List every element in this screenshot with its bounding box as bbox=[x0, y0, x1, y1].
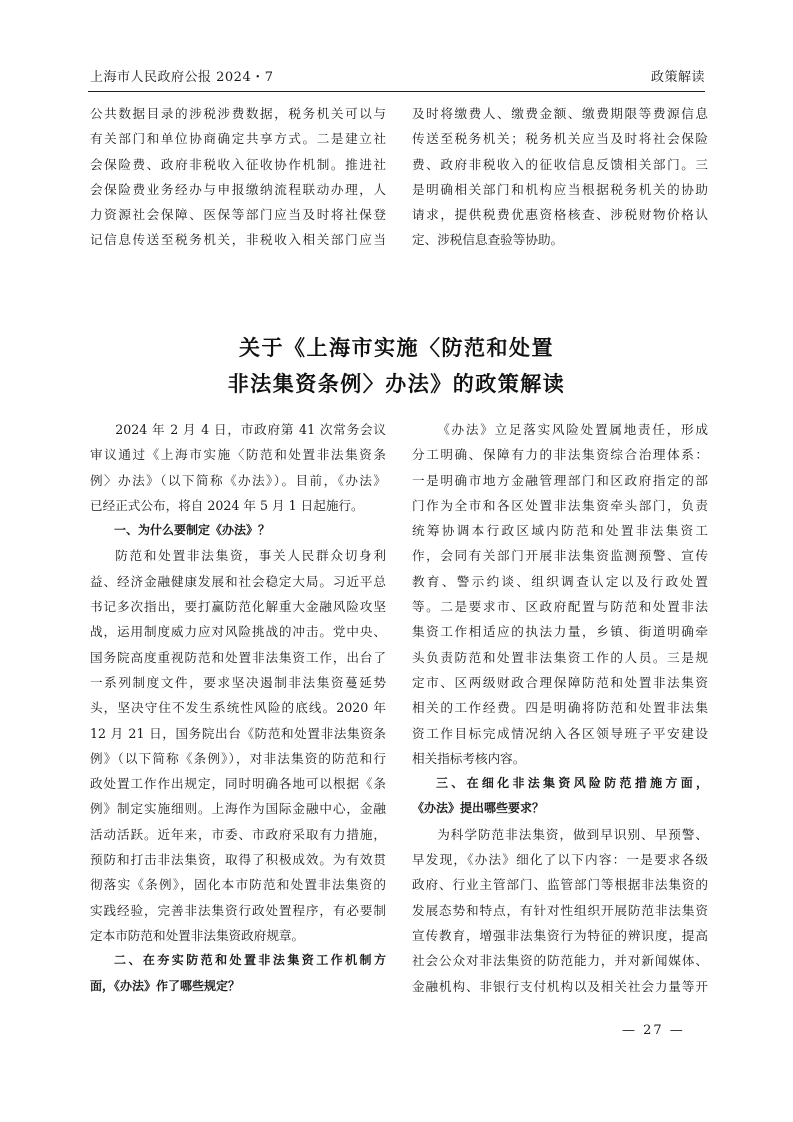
paragraph-line: 已经正式公布，将自 2024 年 5 月 1 日起施行。 bbox=[90, 497, 364, 513]
article-title-line-1: 关于《上海市实施〈防范和处置 bbox=[239, 336, 554, 360]
paragraph-line: 政处置工作作出规定，同时明确各地可以根据《条 bbox=[90, 776, 386, 792]
paragraph-line: 及时将缴费人、缴费金额、缴费期限等费源信息 bbox=[412, 106, 708, 121]
paragraph-line: 记信息传送至税务机关，非税收入相关部门应当 bbox=[90, 232, 386, 248]
paragraph-line: 例》制定实施细则。上海作为国际金融中心，金融 bbox=[90, 801, 386, 817]
paragraph-line: 门作为全市和各区处置非法集资牵头部门，负责 bbox=[412, 497, 708, 513]
paragraph-line: 等。二是要求市、区政府配置与防范和处置非法 bbox=[412, 599, 708, 615]
body-right-column bbox=[412, 417, 708, 999]
top-left-column bbox=[90, 101, 386, 253]
paragraph-line: 社会公众对非法集资的防范能力，并对新闻媒体、 bbox=[412, 953, 708, 969]
body-left-column bbox=[90, 417, 386, 999]
paragraph-line: 发展态势和特点，有针对性组织开展防范非法集资 bbox=[412, 902, 708, 918]
paragraph-line: 教育、警示约谈、组织调查认定以及行政处置 bbox=[412, 573, 708, 589]
paragraph-line: 国务院高度重视防范和处置非法集资工作，出台了 bbox=[90, 649, 386, 665]
paragraph-line: 请求，提供税费优惠资格核查、涉税财物价格认 bbox=[412, 207, 708, 223]
paragraph-line: 为科学防范非法集资，做到早识别、早预警、 bbox=[437, 826, 708, 842]
paragraph-line: 审议通过《上海市实施〈防范和处置非法集资条 bbox=[90, 447, 386, 463]
journal-header: 上海市人民政府公报 2024・7 bbox=[90, 70, 274, 85]
paragraph-line: 是明确相关部门和机构应当根据税务机关的协助 bbox=[412, 181, 708, 197]
paragraph-line: 定、涉税信息查验等协助。 bbox=[412, 232, 564, 248]
paragraph-line: 金融机构、非银行支付机构以及相关社会力量等开 bbox=[412, 978, 708, 994]
paragraph-line: 会保险费、政府非税收入征收协作机制。推进社 bbox=[90, 156, 386, 172]
paragraph-line: 力资源社会保障、医保等部门应当及时将社保登 bbox=[90, 207, 386, 223]
paragraph-line: 《办法》立足落实风险处置属地责任，形成 bbox=[437, 422, 708, 437]
paragraph-line: 定市、区两级财政合理保障防范和处置非法集资 bbox=[412, 674, 708, 690]
paragraph-line: 一是明确市地方金融管理部门和区政府指定的部 bbox=[412, 472, 708, 488]
paragraph-line: 费、政府非税收入的征收信息反馈相关部门。三 bbox=[412, 156, 708, 172]
paragraph-line: 例〉办法》（以下简称《办法》）。目前，《办法》 bbox=[90, 472, 386, 488]
section-heading-line: 三、在细化非法集资风险防范措施方面， bbox=[436, 776, 708, 791]
paragraph-line: 预防和打击非法集资，取得了积极成效。为有效贯 bbox=[90, 852, 386, 868]
paragraph-line: 相关的工作经费。四是明确将防范和处置非法集 bbox=[412, 700, 708, 716]
paragraph-line: 早发现，《办法》细化了以下内容：一是要求各级 bbox=[412, 852, 708, 868]
paragraph-line: 2024 年 2 月 4 日，市政府第 41 次常务会议 bbox=[115, 422, 386, 437]
paragraph-line: 作，会同有关部门开展非法集资监测预警、宣传 bbox=[412, 548, 708, 564]
paragraph-line: 12 月 21 日，国务院出台《防范和处置非法集资条 bbox=[90, 725, 386, 741]
top-right-column bbox=[412, 101, 708, 253]
paragraph-line: 分工明确、保障有力的非法集资综合治理体系： bbox=[412, 447, 708, 463]
section-heading-line: 二、在夯实防范和处置非法集资工作机制方 bbox=[114, 953, 386, 968]
paragraph-line: 防范和处置非法集资，事关人民群众切身利 bbox=[115, 548, 386, 564]
paragraph-line: 例》（以下简称《条例》），对非法集资的防范和行 bbox=[90, 750, 386, 766]
paragraph-line: 有关部门和单位协商确定共享方式。二是建立社 bbox=[90, 131, 386, 147]
section-heading-line: 《办法》提出哪些要求？ bbox=[412, 801, 545, 816]
paragraph-line: 公共数据目录的涉税涉费数据，税务机关可以与 bbox=[90, 106, 386, 121]
paragraph-line: 相关指标考核内容。 bbox=[412, 750, 526, 766]
paragraph-line: 战，运用制度威力应对风险挑战的冲击。党中央、 bbox=[90, 624, 386, 640]
paragraph-line: 集资工作相适应的执法力量，乡镇、街道明确牵 bbox=[412, 624, 708, 640]
paragraph-line: 统筹协调本行政区域内防范和处置非法集资工 bbox=[412, 523, 708, 539]
paragraph-line: 一系列制度文件，要求坚决遏制非法集资蔓延势 bbox=[90, 674, 386, 690]
paragraph-line: 会保险费业务经办与申报缴纳流程联动办理，人 bbox=[90, 181, 386, 197]
paragraph-line: 活动活跃。近年来，市委、市政府采取有力措施， bbox=[90, 826, 386, 842]
paragraph-line: 定本市防范和处置非法集资政府规章。 bbox=[90, 927, 305, 943]
paragraph-line: 益、经济金融健康发展和社会稳定大局。习近平总 bbox=[90, 573, 386, 589]
paragraph-line: 实践经验，完善非法集资行政处置程序，有必要制 bbox=[90, 902, 386, 918]
header-rule bbox=[88, 91, 705, 92]
paragraph-line: 书记多次指出，要打赢防范化解重大金融风险攻坚 bbox=[90, 599, 386, 615]
page-number: — 27 — bbox=[622, 1023, 685, 1038]
section-heading-line: 面，《办法》作了哪些规定？ bbox=[90, 978, 241, 993]
section-heading-line: 一、为什么要制定《办法》？ bbox=[114, 523, 271, 538]
article-title-line-2: 非法集资条例〉办法》的政策解读 bbox=[227, 372, 566, 396]
paragraph-line: 头，坚决守住不发生系统性风险的底线。2020 年 bbox=[90, 700, 386, 716]
paragraph-line: 传送至税务机关；税务机关应当及时将社会保险 bbox=[412, 131, 708, 147]
paragraph-line: 资工作目标完成情况纳入各区领导班子平安建设 bbox=[412, 725, 708, 741]
paragraph-line: 政府、行业主管部门、监管部门等根据非法集资的 bbox=[412, 877, 708, 893]
paragraph-line: 宣传教育，增强非法集资行为特征的辨识度，提高 bbox=[412, 927, 708, 943]
paragraph-line: 彻落实《条例》，固化本市防范和处置非法集资的 bbox=[90, 877, 386, 893]
section-header: 政策解读 bbox=[650, 70, 705, 85]
paragraph-line: 头负责防范和处置非法集资工作的人员。三是规 bbox=[412, 649, 708, 665]
